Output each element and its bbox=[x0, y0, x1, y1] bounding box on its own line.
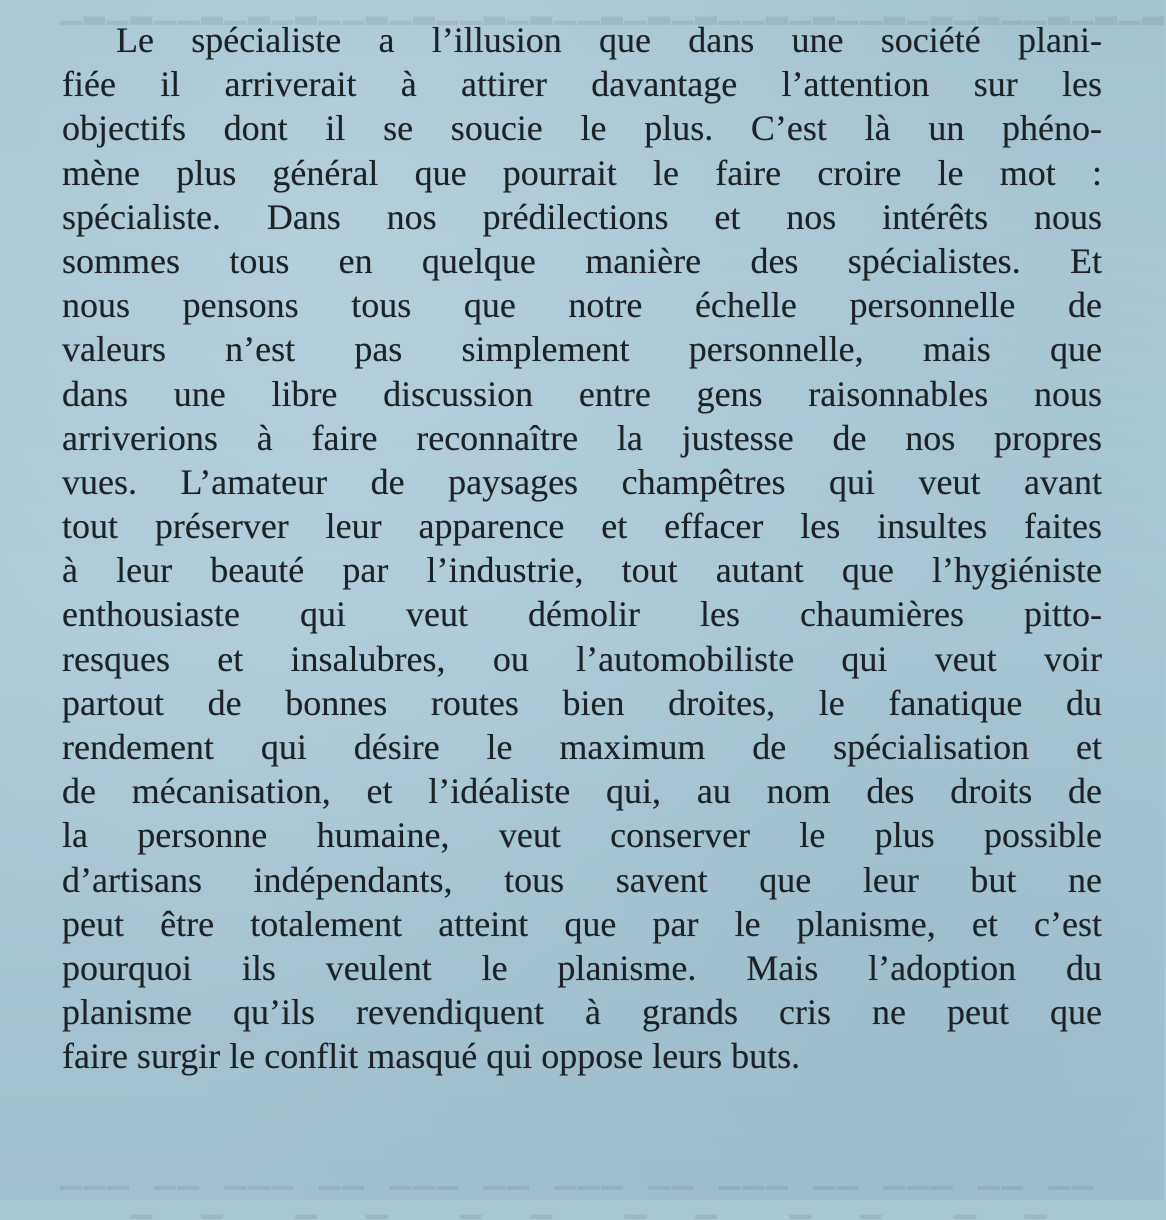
text-line: sommes tous en quelque manière des spécialistes. Et bbox=[62, 240, 1102, 281]
text-line: pourquoi ils veulent le planisme. Mais l’adoption du bbox=[62, 947, 1102, 988]
text-line: rendement qui désire le maximum de spécialisation et bbox=[62, 727, 1102, 767]
text-line: à leur beauté par l’industrie, tout autant que l’hygiéniste bbox=[62, 550, 1102, 591]
text-line: partout de bonnes routes bien droites, le fanatique du bbox=[62, 682, 1102, 723]
text-line: resques et insalubres, ou l’automobiliste qui veut voir bbox=[62, 638, 1102, 679]
cropped-previous-line: ▁▂▁▂▁▁▂▁▂▁▂▁▁▂▁▂▁▁▂▁▂▁▁▂▁▂▁▂▁▁▂▁▂▁▁▂▁▂▁▂▁▁▂▁▂▁▂ bbox=[60, 0, 1166, 25]
text-line: nous pensons tous que notre échelle personnelle de bbox=[62, 285, 1102, 326]
text-line: mène plus général que pourrait le faire croire le mot : bbox=[62, 152, 1102, 193]
text-line: fiée il arriverait à attirer davantage l’attention sur les bbox=[62, 64, 1102, 105]
text-line: arriverions à faire reconnaître la justesse de nos propres bbox=[62, 417, 1102, 458]
text-line: d’artisans indépendants, tous savent que leur but ne bbox=[62, 859, 1102, 900]
text-line: peut être totalement atteint que par le planisme, et c’est bbox=[62, 903, 1102, 944]
text-line: Le spécialiste a l’illusion que dans une société plani- bbox=[116, 20, 1102, 60]
text-line: dans une libre discussion entre gens raisonnables nous bbox=[62, 373, 1102, 414]
text-line: tout préserver leur apparence et effacer les insultes faites bbox=[62, 506, 1102, 547]
text-line: planisme qu’ils revendiquent à grands cris ne peut que bbox=[62, 992, 1102, 1033]
text-line: valeurs n’est pas simplement personnelle, mais que bbox=[62, 329, 1102, 370]
cropped-next-line: ▔▔▔▁▔▔▁▔▔▔▁▔▔▁▔▔▔▁▔▔▁▔▔▔▁▔▔▁▔▔▔▁▔▔▁▔▔▔▁▔▔▁▔▔ bbox=[60, 1188, 1096, 1219]
text-line: faire surgir le conflit masqué qui oppose leurs buts. bbox=[62, 1036, 801, 1077]
paragraph bbox=[62, 18, 1102, 1079]
text-line: de mécanisation, et l’idéaliste qui, au nom des droits de bbox=[62, 771, 1102, 812]
text-line: vues. L’amateur de paysages champêtres qui veut avant bbox=[62, 461, 1102, 502]
text-line: spécialiste. Dans nos prédilections et nos intérêts nous bbox=[62, 196, 1102, 237]
text-line: objectifs dont il se soucie le plus. C’est là un phéno- bbox=[62, 108, 1102, 149]
text-line: la personne humaine, veut conserver le plus possible bbox=[62, 815, 1102, 856]
text-line: enthousiaste qui veut démolir les chaumières pitto- bbox=[62, 594, 1102, 635]
